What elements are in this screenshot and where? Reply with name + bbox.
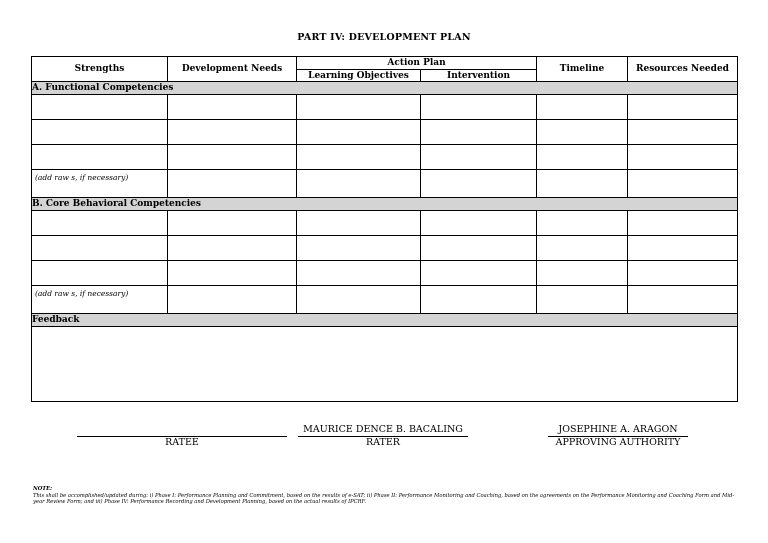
header-timeline: Timeline [537,57,628,82]
table-row [32,145,738,170]
table-row [32,120,738,145]
add-rows-note: (add raw s, if necessary) [32,286,168,314]
approver-name: JOSEPHINE A. ARAGON [558,424,678,435]
ratee-role: RATEE [165,437,199,448]
note-text: This shall be accomplished/updated during: i) Phase I: Performance Planning and Commitment, based on the results of e-SAT; ii) Phase II: Performance Monitoring and Coaching, based on the agreements on the Performance Monitoring and Coaching Form and Mid-year Review Form; and iii) Phase IV: Performance Recording and Development Planning, based on the actual results of IPCRF. [33,492,735,505]
ratee-name[interactable] [77,424,287,436]
signature-approver [548,424,688,449]
table-row [32,236,738,261]
table-row [32,286,738,314]
header-action-plan: Action Plan [297,57,537,70]
table-row [32,261,738,286]
signature-ratee [77,424,287,449]
feedback-area[interactable] [32,327,738,402]
note-label: NOTE: [33,486,52,492]
footnote [33,486,743,506]
section-core-behavioral-competencies: B. Core Behavioral Competencies [32,198,738,211]
table-row [32,211,738,236]
table-row [32,95,738,120]
section-feedback: Feedback [32,314,738,327]
table-row [32,170,738,198]
header-intervention: Intervention [421,70,537,82]
section-functional-competencies: A. Functional Competencies [32,82,738,95]
page-title: PART IV: DEVELOPMENT PLAN [297,32,471,43]
header-learning-objectives: Learning Objectives [297,70,421,82]
signature-rater [298,424,468,449]
header-strengths: Strengths [32,57,168,82]
approver-role: APPROVING AUTHORITY [555,437,681,448]
development-plan-table [31,56,738,402]
rater-role: RATER [366,437,400,448]
header-development-needs: Development Needs [168,57,297,82]
rater-name: MAURICE DENCE B. BACALING [303,424,463,435]
header-resources-needed: Resources Needed [628,57,738,82]
add-rows-note: (add raw s, if necessary) [32,170,168,198]
